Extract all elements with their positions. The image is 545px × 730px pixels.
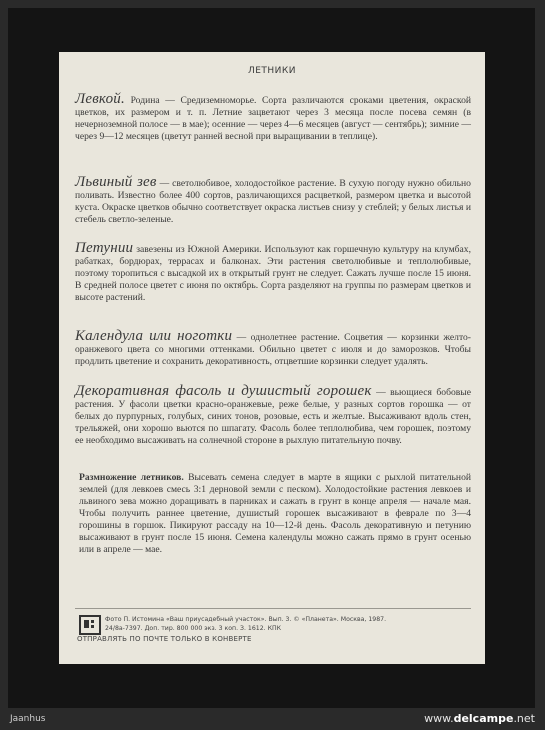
footer-divider [75, 608, 471, 609]
section-fasol-goroshek [75, 385, 471, 447]
site-brand: delcampe [453, 712, 514, 725]
section-heading: Петунии [75, 240, 134, 256]
section-body: — вьющиеся бобовые растения. У фасоли цветки красно-оранжевые, реже белые, у разных сортов горошка — от белых до пурпурных, голубых, синих тонов, розовые, есть и желтые. Высаживают вдоль стен, трельяжей, они хорошо вьются по шпагату. Фасоль более теплолюбива, чем горошек, поэтому ее необходимо высаживать на солнечной стороне в рыхлую питательную почву. [75, 387, 471, 446]
section-heading: Львиный зев [75, 174, 157, 190]
site-watermark [424, 712, 535, 725]
section-heading: Календула или ноготки [75, 328, 233, 344]
section-kalendula [75, 330, 471, 368]
footer-credits [105, 615, 471, 633]
section-heading: Левкой. [75, 91, 125, 107]
section-body: Родина — Средиземноморье. Сорта различаются сроками цветения, окраской цветков, их размером и т. п. Летние зацветают через 3 месяца после посева семян (в нечерноземной полосе — в мае); осенние — через 4—6 месяцев (август — сентябрь); зимние — через 9—12 месяцев (цветут ранней весной при выращивании в теплице). [75, 95, 471, 142]
section-levkoy [75, 93, 471, 143]
site-suffix: .net [513, 712, 535, 725]
section-heading: Декоративная фасоль и душистый горошек [75, 383, 372, 399]
credits-line: Фото П. Истомина «Ваш приусадебный участок». Вып. 3. © «Планета». Москва, 1987. [105, 616, 387, 623]
card-title: ЛЕТНИКИ [247, 66, 297, 76]
mail-note: ОТПРАВЛЯТЬ ПО ПОЧТЕ ТОЛЬКО В КОНВЕРТЕ [77, 635, 252, 643]
section-paragraph [75, 93, 471, 143]
section-lviny-zev [75, 176, 471, 226]
section-paragraph [75, 176, 471, 226]
section-propagation [79, 472, 471, 556]
seller-watermark: Jaanhus [10, 714, 46, 724]
site-prefix: www. [424, 712, 454, 725]
section-body: завезены из Южной Америки. Используют как горшечную культуру на клумбах, рабатках, бордюрах, террасах и балконах. Эти растения светолюбивые и теплолюбивые, поэтому торопиться с высадкой их в открытый грунт не следует. Сажать лучше после 15 июня. В средней полосе цветет с июня по октябрь. Сорта разделяют на группы по размерам цветков и высоте растений. [75, 244, 471, 303]
section-paragraph [75, 330, 471, 368]
publisher-logo-icon [79, 615, 101, 635]
credits-line: 24/8а-7397. Доп. тир. 800 000 экз. 3 коп. З. 1612. КПК [105, 625, 282, 632]
section-body: Высевать семена следует в марте в ящики с рыхлой питательной землей (для левкоев смесь 3:1 дерновой земли с песком). Холодостойкие растения левкоев и львиного зева можно доращивать в парниках и сажать в грунт в конце апреля — начале мая. Чтобы получить раннее цветение, душистый горошек высаживают в феврале по 3—4 горошины в горшок. Пикируют рассаду на 10—12-й день. Фасоль декоративную и петунию высаживают в грунт после 15 июня. Семена календулы можно сажать прямо в грунт осенью или в апреле — мае. [79, 472, 471, 555]
section-body: — светолюбивое, холодостойкое растение. В сухую погоду нужно обильно поливать. Известно более 400 сортов, различающихся расцветкой, размером цветка и высотой куста. Окраске цветков обычно соответствует окраска листьев снизу у стеблей; у белых листья и стебель светло-зеленые. [75, 178, 471, 225]
section-heading: Размножение летников. [79, 472, 184, 483]
section-paragraph [75, 242, 471, 304]
section-petunii [75, 242, 471, 304]
section-paragraph [79, 472, 471, 556]
postcard [59, 52, 485, 664]
section-body: — однолетнее растение. Соцветия — корзинки желто-оранжевого цвета со многими оттенками. Обильно цветет с июля и до заморозков. Чтобы продлить цветение и сохранить декоративность, отцветшие корзинки следует удалять. [75, 332, 471, 367]
section-paragraph [75, 385, 471, 447]
